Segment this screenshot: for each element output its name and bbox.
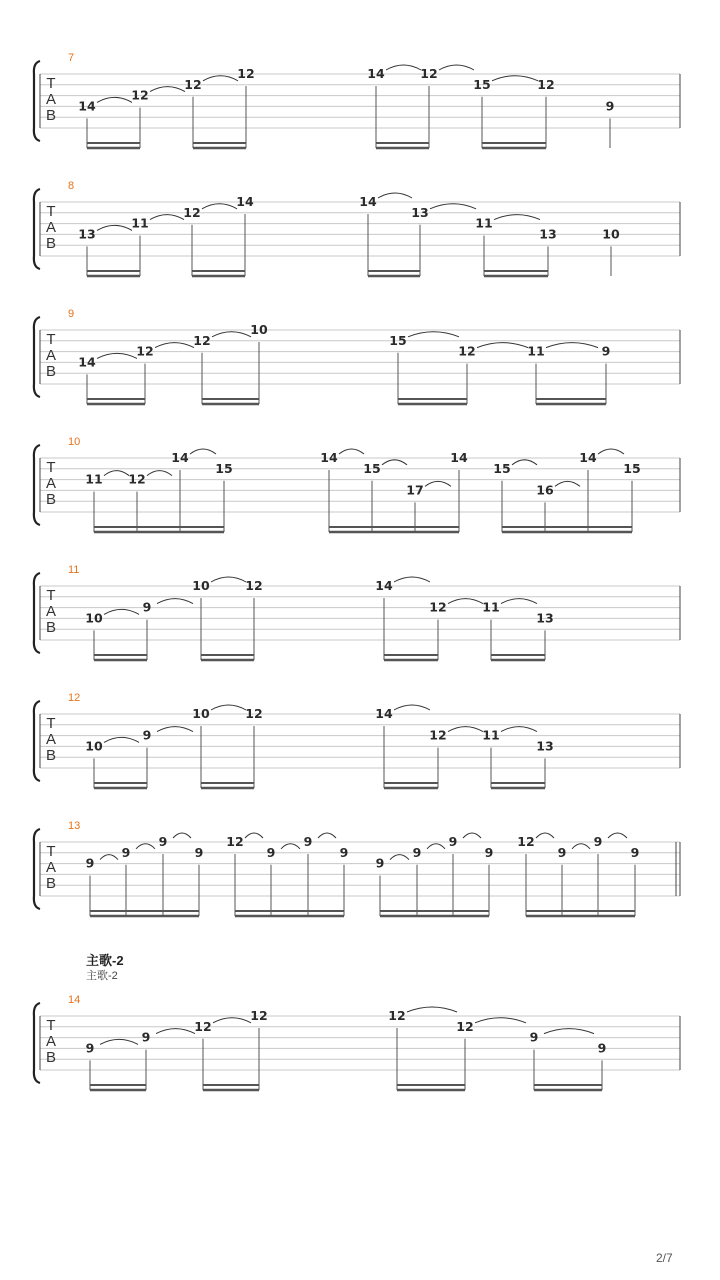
tab-staff (0, 823, 720, 933)
fret-number: 16 (536, 482, 554, 498)
fret-number: 12 (183, 204, 201, 220)
tab-clef-letter: A (45, 731, 57, 748)
tab-clef-letter: A (45, 347, 57, 364)
tab-system-measure-13 (0, 820, 720, 923)
slur-arc (407, 1007, 457, 1012)
tab-clef-letter: B (45, 875, 57, 892)
measure-number: 14 (68, 994, 81, 1006)
slur-arc (390, 855, 409, 860)
fret-number: 11 (527, 343, 545, 359)
tab-clef-letter: A (45, 219, 57, 236)
fret-number: 9 (630, 844, 640, 860)
fret-number: 9 (141, 1029, 151, 1045)
tab-clef-letter: A (45, 859, 57, 876)
tab-system-measure-11 (0, 564, 720, 667)
fret-number: 11 (482, 599, 500, 615)
slur-arc (212, 332, 251, 337)
fret-number: 14 (375, 706, 393, 721)
slur-arc (318, 833, 336, 838)
slur-arc (501, 727, 537, 732)
slur-arc (378, 193, 412, 198)
fret-number: 15 (473, 76, 491, 92)
tab-staff (0, 997, 720, 1107)
fret-number: 12 (537, 76, 555, 92)
fret-number: 9 (529, 1029, 539, 1045)
fret-number: 9 (303, 834, 313, 849)
tab-clef-letter: B (45, 363, 57, 380)
fret-number: 13 (539, 226, 557, 242)
fret-number: 9 (85, 1040, 95, 1056)
tab-staff (0, 567, 720, 677)
system-bracket (34, 829, 40, 909)
slur-arc (150, 215, 184, 220)
fret-number: 13 (536, 738, 554, 754)
fret-number: 9 (266, 844, 276, 860)
tab-clef-letter: T (46, 715, 56, 732)
fret-number: 15 (623, 460, 641, 476)
fret-number: 14 (320, 450, 338, 465)
measure-number: 11 (68, 564, 80, 576)
fret-number: 14 (375, 578, 393, 593)
slur-arc (97, 97, 132, 102)
fret-number: 12 (517, 834, 535, 849)
fret-number: 14 (359, 194, 377, 209)
fret-number: 14 (236, 194, 254, 209)
fret-number: 9 (557, 844, 567, 860)
fret-number: 10 (192, 706, 210, 721)
slur-arc (104, 609, 139, 614)
slur-arc (536, 833, 554, 838)
slur-arc (155, 343, 194, 348)
slur-arc (512, 460, 537, 465)
tab-staff (0, 183, 720, 293)
tab-clef-letter: T (46, 843, 56, 860)
tab-clef-letter: B (45, 235, 57, 252)
slur-arc (202, 204, 237, 209)
fret-number: 12 (420, 66, 438, 81)
slur-arc (608, 833, 627, 838)
fret-number: 9 (194, 844, 204, 860)
system-bracket (34, 445, 40, 525)
fret-number: 13 (411, 204, 429, 220)
tab-system-measure-9 (0, 308, 720, 411)
slur-arc (598, 449, 624, 454)
fret-number: 15 (493, 460, 511, 476)
system-bracket (34, 1003, 40, 1083)
tab-staff (0, 311, 720, 421)
fret-number: 9 (375, 855, 385, 871)
slur-arc (213, 1018, 251, 1023)
slur-arc (150, 87, 185, 92)
tab-system-measure-10 (0, 436, 720, 539)
fret-number: 11 (482, 727, 500, 743)
fret-number: 12 (136, 343, 154, 359)
fret-number: 9 (597, 1040, 607, 1056)
slur-arc (382, 460, 407, 465)
slur-arc (408, 332, 459, 337)
slur-arc (439, 65, 474, 70)
fret-number: 9 (412, 844, 422, 860)
tab-staff (0, 55, 720, 165)
fret-number: 14 (367, 66, 385, 81)
tab-clef-letter: B (45, 619, 57, 636)
fret-number: 12 (429, 727, 447, 743)
tab-clef-letter: T (46, 459, 56, 476)
tab-clef-letter: T (46, 203, 56, 220)
fret-number: 13 (78, 226, 96, 242)
fret-number: 12 (245, 706, 263, 721)
slur-arc (211, 577, 246, 582)
fret-number: 9 (142, 599, 152, 615)
fret-number: 12 (245, 578, 263, 593)
fret-number: 10 (250, 322, 268, 337)
slur-arc (463, 833, 481, 838)
fret-number: 14 (78, 98, 96, 114)
fret-number: 12 (388, 1008, 406, 1023)
fret-number: 12 (194, 1018, 212, 1034)
fret-number: 11 (85, 471, 103, 487)
slur-arc (100, 1039, 138, 1044)
fret-number: 9 (121, 844, 131, 860)
slur-arc (544, 1029, 594, 1034)
slur-arc (394, 705, 430, 710)
fret-number: 15 (389, 332, 407, 348)
slur-arc (501, 599, 537, 604)
system-bracket (34, 189, 40, 269)
slur-arc (97, 353, 137, 358)
fret-number: 12 (456, 1018, 474, 1034)
slur-arc (477, 343, 528, 348)
slur-arc (427, 844, 445, 849)
fret-number: 9 (601, 343, 611, 359)
slur-arc (492, 76, 538, 81)
tab-clef-letter: A (45, 1033, 57, 1050)
page-number: 2/7 (656, 1251, 673, 1265)
slur-arc (211, 705, 246, 710)
slur-arc (339, 449, 364, 454)
slur-arc (394, 577, 430, 582)
slur-arc (281, 844, 300, 849)
slur-arc (425, 481, 451, 486)
slur-arc (190, 449, 216, 454)
fret-number: 10 (602, 226, 620, 242)
fret-number: 9 (448, 834, 458, 849)
fret-number: 12 (226, 834, 244, 849)
section-title: 主歌-2 (86, 953, 124, 968)
fret-number: 12 (250, 1008, 268, 1023)
slur-arc (448, 599, 483, 604)
fret-number: 12 (184, 76, 202, 92)
slur-arc (97, 225, 132, 230)
system-bracket (34, 61, 40, 141)
slur-arc (157, 599, 193, 604)
fret-number: 9 (484, 844, 494, 860)
fret-number: 10 (85, 738, 103, 754)
slur-arc (100, 855, 118, 860)
slur-arc (572, 844, 590, 849)
measure-number: 13 (68, 820, 81, 832)
fret-number: 12 (131, 87, 149, 103)
measure-number: 8 (68, 180, 75, 192)
tab-clef-letter: B (45, 107, 57, 124)
slur-arc (475, 1018, 526, 1023)
tab-system-measure-12 (0, 692, 720, 795)
tab-clef-letter: T (46, 1017, 56, 1034)
tab-clef-letter: B (45, 747, 57, 764)
tab-clef-letter: T (46, 587, 56, 604)
slur-arc (147, 471, 172, 476)
slur-arc (430, 204, 476, 209)
fret-number: 12 (429, 599, 447, 615)
fret-number: 14 (579, 450, 597, 465)
fret-number: 10 (85, 610, 103, 626)
slur-arc (386, 65, 421, 70)
tab-clef-letter: B (45, 491, 57, 508)
fret-number: 12 (128, 471, 146, 487)
fret-number: 9 (158, 834, 168, 849)
slur-arc (156, 1029, 195, 1034)
fret-number: 14 (450, 450, 468, 465)
system-bracket (34, 701, 40, 781)
fret-number: 9 (142, 727, 152, 743)
slur-arc (546, 343, 598, 348)
fret-number: 11 (131, 215, 149, 231)
section-subtitle: 主歌-2 (86, 970, 118, 982)
slur-arc (245, 833, 263, 838)
fret-number: 15 (363, 460, 381, 476)
measure-number: 9 (68, 308, 75, 320)
fret-number: 15 (215, 460, 233, 476)
fret-number: 9 (85, 855, 95, 871)
fret-number: 13 (536, 610, 554, 626)
fret-number: 14 (78, 354, 96, 370)
tab-system-measure-7 (0, 52, 720, 155)
slur-arc (448, 727, 483, 732)
tab-clef-letter: A (45, 603, 57, 620)
slur-arc (157, 727, 193, 732)
system-bracket (34, 573, 40, 653)
tab-clef-letter: T (46, 331, 56, 348)
slur-arc (203, 76, 238, 81)
tab-staff (0, 439, 720, 549)
slur-arc (494, 215, 540, 220)
fret-number: 9 (605, 98, 615, 114)
tab-clef-letter: A (45, 91, 57, 108)
slur-arc (104, 737, 139, 742)
fret-number: 12 (458, 343, 476, 359)
tab-clef-letter: T (46, 75, 56, 92)
fret-number: 17 (406, 482, 424, 498)
fret-number: 11 (475, 215, 493, 231)
slur-arc (104, 471, 129, 476)
tab-clef-letter: A (45, 475, 57, 492)
measure-number: 10 (68, 436, 81, 448)
fret-number: 9 (339, 844, 349, 860)
fret-number: 9 (593, 834, 603, 849)
fret-number: 10 (192, 578, 210, 593)
fret-number: 14 (171, 450, 189, 465)
system-bracket (34, 317, 40, 397)
tab-system-measure-14 (0, 994, 720, 1097)
slur-arc (555, 481, 580, 486)
slur-arc (173, 833, 191, 838)
measure-number: 12 (68, 692, 81, 704)
measure-number: 7 (68, 52, 75, 64)
tab-staff (0, 695, 720, 805)
tab-clef-letter: B (45, 1049, 57, 1066)
fret-number: 12 (237, 66, 255, 81)
slur-arc (136, 844, 155, 849)
fret-number: 12 (193, 332, 211, 348)
tab-system-measure-8 (0, 180, 720, 283)
